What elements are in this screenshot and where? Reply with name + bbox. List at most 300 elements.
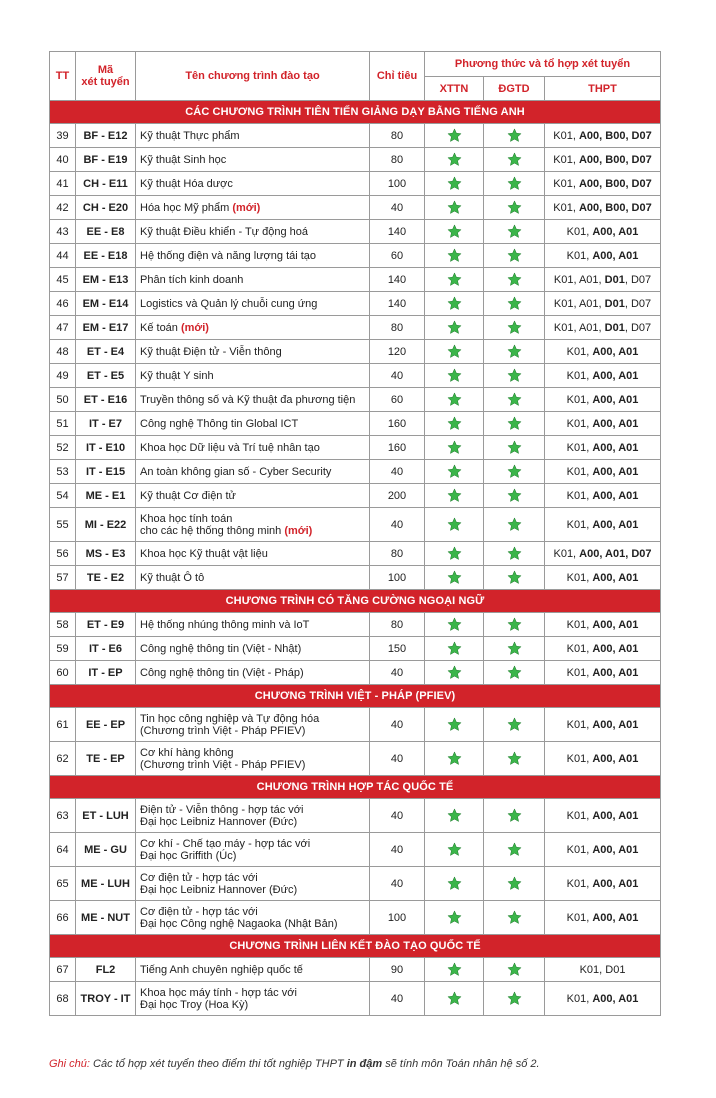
thpt-combination: A00, A01 bbox=[592, 618, 639, 631]
table-row bbox=[50, 196, 661, 220]
green-star-icon bbox=[447, 517, 462, 532]
program-code: ET - LUH bbox=[76, 799, 136, 833]
section-header-row bbox=[50, 685, 661, 708]
xttn-cell bbox=[425, 220, 484, 244]
header-dgtd: ĐGTD bbox=[484, 77, 545, 101]
table-row bbox=[50, 316, 661, 340]
green-star-icon bbox=[507, 517, 522, 532]
green-star-icon bbox=[447, 344, 462, 359]
xttn-cell bbox=[425, 661, 484, 685]
dgtd-cell bbox=[484, 316, 545, 340]
green-star-icon bbox=[447, 617, 462, 632]
xttn-cell bbox=[425, 316, 484, 340]
dgtd-cell bbox=[484, 292, 545, 316]
quota: 40 bbox=[370, 742, 425, 776]
quota: 100 bbox=[370, 172, 425, 196]
thpt-combination: A00, A01 bbox=[592, 225, 639, 238]
program-code: IT - E7 bbox=[76, 412, 136, 436]
thpt-combination: A00, A01 bbox=[592, 911, 639, 924]
xttn-cell bbox=[425, 508, 484, 542]
thpt-cell bbox=[545, 613, 661, 637]
quota: 150 bbox=[370, 637, 425, 661]
xttn-cell bbox=[425, 388, 484, 412]
section-title: CHƯƠNG TRÌNH CÓ TĂNG CƯỜNG NGOẠI NGỮ bbox=[50, 590, 661, 613]
program-code: ME - LUH bbox=[76, 867, 136, 901]
quota: 120 bbox=[370, 340, 425, 364]
green-star-icon bbox=[447, 842, 462, 857]
thpt-combination: A00, A01 bbox=[592, 249, 639, 262]
table-row bbox=[50, 436, 661, 460]
program-name-cell bbox=[136, 637, 370, 661]
row-number: 40 bbox=[50, 148, 76, 172]
thpt-cell bbox=[545, 982, 661, 1016]
quota: 160 bbox=[370, 436, 425, 460]
row-number: 66 bbox=[50, 901, 76, 935]
program-code: TE - EP bbox=[76, 742, 136, 776]
green-star-icon bbox=[447, 224, 462, 239]
thpt-combination: A00, A01 bbox=[592, 417, 639, 430]
row-number: 67 bbox=[50, 958, 76, 982]
xttn-cell bbox=[425, 637, 484, 661]
quota: 140 bbox=[370, 292, 425, 316]
green-star-icon bbox=[507, 808, 522, 823]
xttn-cell bbox=[425, 436, 484, 460]
thpt-combination: A00, A01 bbox=[592, 992, 639, 1005]
footnote-text: Các tổ hợp xét tuyển theo điểm thi tốt nghiệp THPT bbox=[93, 1058, 344, 1070]
green-star-icon bbox=[447, 248, 462, 263]
thpt-cell bbox=[545, 708, 661, 742]
green-star-icon bbox=[447, 272, 462, 287]
green-star-icon bbox=[447, 440, 462, 455]
program-name: Hóa học Mỹ phẩm bbox=[140, 201, 230, 214]
xttn-cell bbox=[425, 982, 484, 1016]
program-code: EM - E14 bbox=[76, 292, 136, 316]
thpt-cell bbox=[545, 316, 661, 340]
table-row bbox=[50, 982, 661, 1016]
thpt-combination: D01 bbox=[604, 297, 625, 310]
footnote-label: Ghi chú: bbox=[49, 1058, 90, 1070]
row-number: 51 bbox=[50, 412, 76, 436]
thpt-combination: K01, bbox=[566, 718, 593, 731]
green-star-icon bbox=[447, 296, 462, 311]
thpt-cell bbox=[545, 364, 661, 388]
quota: 80 bbox=[370, 613, 425, 637]
row-number: 48 bbox=[50, 340, 76, 364]
quota: 80 bbox=[370, 316, 425, 340]
quota: 90 bbox=[370, 958, 425, 982]
quota: 140 bbox=[370, 220, 425, 244]
xttn-cell bbox=[425, 484, 484, 508]
section-title: CHƯƠNG TRÌNH HỢP TÁC QUỐC TẾ bbox=[50, 776, 661, 799]
program-name: Kỹ thuật Sinh học bbox=[140, 153, 227, 166]
green-star-icon bbox=[507, 876, 522, 891]
program-name-cell bbox=[136, 220, 370, 244]
program-name-line2: (Chương trình Việt - Pháp PFIEV) bbox=[140, 724, 306, 737]
xttn-cell bbox=[425, 148, 484, 172]
thpt-combination: K01, bbox=[553, 547, 580, 560]
thpt-combination: A00, A01 bbox=[592, 642, 639, 655]
program-name: Điện tử - Viễn thông - hợp tác với bbox=[140, 803, 304, 816]
program-name: Khoa học máy tính - hợp tác với bbox=[140, 986, 297, 999]
thpt-combination: A00, A01 bbox=[592, 666, 639, 679]
green-star-icon bbox=[507, 368, 522, 383]
thpt-combination: K01, bbox=[566, 489, 593, 502]
program-name-cell bbox=[136, 742, 370, 776]
green-star-icon bbox=[447, 808, 462, 823]
dgtd-cell bbox=[484, 244, 545, 268]
thpt-combination: K01, bbox=[553, 177, 579, 190]
dgtd-cell bbox=[484, 220, 545, 244]
green-star-icon bbox=[507, 991, 522, 1006]
thpt-cell bbox=[545, 661, 661, 685]
program-name-cell bbox=[136, 412, 370, 436]
dgtd-cell bbox=[484, 196, 545, 220]
row-number: 57 bbox=[50, 566, 76, 590]
thpt-combination: K01, bbox=[566, 393, 593, 406]
table-row bbox=[50, 833, 661, 867]
dgtd-cell bbox=[484, 958, 545, 982]
dgtd-cell bbox=[484, 124, 545, 148]
thpt-cell bbox=[545, 542, 661, 566]
xttn-cell bbox=[425, 412, 484, 436]
thpt-combination: A00, A01 bbox=[592, 877, 639, 890]
green-star-icon bbox=[447, 641, 462, 656]
thpt-cell bbox=[545, 867, 661, 901]
row-number: 46 bbox=[50, 292, 76, 316]
header-ten: Tên chương trình đào tạo bbox=[136, 52, 370, 101]
thpt-combination: A00, B00, D07 bbox=[578, 177, 652, 190]
thpt-combination: K01, bbox=[566, 618, 593, 631]
thpt-combination: K01, bbox=[553, 201, 579, 214]
dgtd-cell bbox=[484, 388, 545, 412]
green-star-icon bbox=[507, 128, 522, 143]
quota: 40 bbox=[370, 460, 425, 484]
program-name: Kỹ thuật Điều khiển - Tự động hoá bbox=[140, 225, 308, 238]
program-name: An toàn không gian số - Cyber Security bbox=[140, 465, 332, 478]
table-row bbox=[50, 340, 661, 364]
thpt-combination: , D07 bbox=[624, 297, 652, 310]
row-number: 52 bbox=[50, 436, 76, 460]
green-star-icon bbox=[507, 296, 522, 311]
table-row bbox=[50, 661, 661, 685]
row-number: 63 bbox=[50, 799, 76, 833]
green-star-icon bbox=[447, 176, 462, 191]
table-row bbox=[50, 172, 661, 196]
green-star-icon bbox=[507, 665, 522, 680]
program-code: IT - E15 bbox=[76, 460, 136, 484]
program-code: MI - E22 bbox=[76, 508, 136, 542]
thpt-combination: K01, bbox=[566, 441, 593, 454]
thpt-cell bbox=[545, 637, 661, 661]
program-name-cell bbox=[136, 244, 370, 268]
dgtd-cell bbox=[484, 148, 545, 172]
table-row bbox=[50, 148, 661, 172]
quota: 40 bbox=[370, 867, 425, 901]
program-code: FL2 bbox=[76, 958, 136, 982]
thpt-combination: K01, bbox=[553, 153, 579, 166]
program-name-cell bbox=[136, 542, 370, 566]
green-star-icon bbox=[447, 200, 462, 215]
program-name: Truyền thông số và Kỹ thuật đa phương tiện bbox=[140, 393, 356, 406]
header-chitieu: Chỉ tiêu bbox=[370, 52, 425, 101]
thpt-combination: A00, A01 bbox=[592, 843, 639, 856]
row-number: 44 bbox=[50, 244, 76, 268]
thpt-combination: A00, A01 bbox=[592, 489, 639, 502]
thpt-combination: K01, bbox=[566, 345, 593, 358]
table-row bbox=[50, 958, 661, 982]
program-name: Công nghệ thông tin (Việt - Pháp) bbox=[140, 666, 304, 679]
section-title: CÁC CHƯƠNG TRÌNH TIÊN TIẾN GIẢNG DẠY BẰNG TIẾNG ANH bbox=[50, 101, 661, 124]
program-name-cell bbox=[136, 661, 370, 685]
quota: 40 bbox=[370, 982, 425, 1016]
xttn-cell bbox=[425, 124, 484, 148]
xttn-cell bbox=[425, 460, 484, 484]
table-row bbox=[50, 244, 661, 268]
quota: 200 bbox=[370, 484, 425, 508]
row-number: 50 bbox=[50, 388, 76, 412]
quota: 160 bbox=[370, 412, 425, 436]
program-name-cell bbox=[136, 148, 370, 172]
row-number: 59 bbox=[50, 637, 76, 661]
dgtd-cell bbox=[484, 268, 545, 292]
thpt-combination: A00, A01 bbox=[592, 571, 639, 584]
green-star-icon bbox=[507, 910, 522, 925]
program-code: ME - NUT bbox=[76, 901, 136, 935]
program-name-cell bbox=[136, 958, 370, 982]
thpt-combination: A00, A01 bbox=[592, 393, 639, 406]
thpt-combination: K01, bbox=[566, 992, 593, 1005]
program-code: CH - E20 bbox=[76, 196, 136, 220]
thpt-cell bbox=[545, 292, 661, 316]
dgtd-cell bbox=[484, 833, 545, 867]
row-number: 43 bbox=[50, 220, 76, 244]
thpt-cell bbox=[545, 508, 661, 542]
program-name-cell bbox=[136, 901, 370, 935]
program-name: Tin học công nghiệp và Tự động hóa bbox=[140, 712, 320, 725]
table-row bbox=[50, 901, 661, 935]
program-name: Cơ khí - Chế tạo máy - hợp tác với bbox=[140, 837, 311, 850]
quota: 40 bbox=[370, 661, 425, 685]
thpt-cell bbox=[545, 460, 661, 484]
row-number: 45 bbox=[50, 268, 76, 292]
green-star-icon bbox=[447, 546, 462, 561]
thpt-combination: K01, bbox=[566, 249, 593, 262]
table-row bbox=[50, 708, 661, 742]
header-xttn: XTTN bbox=[425, 77, 484, 101]
program-name: Hệ thống nhúng thông minh và IoT bbox=[140, 618, 310, 631]
green-star-icon bbox=[507, 488, 522, 503]
program-name-cell bbox=[136, 867, 370, 901]
dgtd-cell bbox=[484, 542, 545, 566]
thpt-combination: A00, A01 bbox=[592, 465, 639, 478]
quota: 60 bbox=[370, 388, 425, 412]
green-star-icon bbox=[447, 488, 462, 503]
thpt-combination: K01, A01, bbox=[553, 297, 605, 310]
section-title: CHƯƠNG TRÌNH VIỆT - PHÁP (PFIEV) bbox=[50, 685, 661, 708]
row-number: 42 bbox=[50, 196, 76, 220]
thpt-combination: K01, bbox=[553, 129, 579, 142]
row-number: 49 bbox=[50, 364, 76, 388]
program-name-cell bbox=[136, 799, 370, 833]
quota: 40 bbox=[370, 196, 425, 220]
program-name: Phân tích kinh doanh bbox=[140, 273, 244, 286]
program-name-cell bbox=[136, 196, 370, 220]
program-code: IT - E10 bbox=[76, 436, 136, 460]
program-code: EM - E13 bbox=[76, 268, 136, 292]
table-row bbox=[50, 566, 661, 590]
row-number: 56 bbox=[50, 542, 76, 566]
thpt-combination: K01, bbox=[566, 809, 593, 822]
thpt-combination: K01, bbox=[566, 752, 593, 765]
table-row bbox=[50, 124, 661, 148]
thpt-combination: A00, B00, D07 bbox=[578, 153, 652, 166]
green-star-icon bbox=[447, 876, 462, 891]
program-name-cell bbox=[136, 833, 370, 867]
xttn-cell bbox=[425, 364, 484, 388]
thpt-combination: A00, A01 bbox=[592, 518, 639, 531]
table-row bbox=[50, 220, 661, 244]
thpt-combination: , D07 bbox=[624, 273, 652, 286]
row-number: 53 bbox=[50, 460, 76, 484]
dgtd-cell bbox=[484, 566, 545, 590]
green-star-icon bbox=[447, 962, 462, 977]
quota: 40 bbox=[370, 799, 425, 833]
green-star-icon bbox=[507, 272, 522, 287]
dgtd-cell bbox=[484, 637, 545, 661]
xttn-cell bbox=[425, 172, 484, 196]
dgtd-cell bbox=[484, 708, 545, 742]
thpt-combination: K01, bbox=[566, 417, 593, 430]
green-star-icon bbox=[507, 570, 522, 585]
program-name: Khoa học tính toán bbox=[140, 512, 233, 525]
xttn-cell bbox=[425, 799, 484, 833]
table-row bbox=[50, 613, 661, 637]
green-star-icon bbox=[447, 570, 462, 585]
dgtd-cell bbox=[484, 172, 545, 196]
program-name-line2: cho các hệ thống thông minh bbox=[140, 524, 282, 537]
green-star-icon bbox=[447, 416, 462, 431]
quota: 40 bbox=[370, 508, 425, 542]
thpt-cell bbox=[545, 244, 661, 268]
program-name-cell bbox=[136, 124, 370, 148]
program-code: BF - E19 bbox=[76, 148, 136, 172]
thpt-combination: K01, bbox=[566, 369, 593, 382]
program-name: Cơ điện tử - hợp tác với bbox=[140, 905, 258, 918]
table-row bbox=[50, 268, 661, 292]
green-star-icon bbox=[447, 392, 462, 407]
program-code: ET - E5 bbox=[76, 364, 136, 388]
xttn-cell bbox=[425, 833, 484, 867]
program-name-line2: Đại học Leibniz Hannover (Đức) bbox=[140, 815, 298, 828]
program-code: IT - E6 bbox=[76, 637, 136, 661]
program-name: Tiếng Anh chuyên nghiệp quốc tế bbox=[140, 963, 303, 976]
row-number: 41 bbox=[50, 172, 76, 196]
dgtd-cell bbox=[484, 613, 545, 637]
dgtd-cell bbox=[484, 661, 545, 685]
xttn-cell bbox=[425, 340, 484, 364]
xttn-cell bbox=[425, 268, 484, 292]
green-star-icon bbox=[507, 751, 522, 766]
quota: 60 bbox=[370, 244, 425, 268]
table-row bbox=[50, 364, 661, 388]
green-star-icon bbox=[447, 751, 462, 766]
thpt-cell bbox=[545, 388, 661, 412]
row-number: 60 bbox=[50, 661, 76, 685]
program-name: Kỹ thuật Điện tử - Viễn thông bbox=[140, 345, 282, 358]
thpt-combination: K01, bbox=[566, 642, 593, 655]
quota: 100 bbox=[370, 566, 425, 590]
table-row bbox=[50, 388, 661, 412]
thpt-cell bbox=[545, 436, 661, 460]
row-number: 68 bbox=[50, 982, 76, 1016]
green-star-icon bbox=[507, 842, 522, 857]
row-number: 39 bbox=[50, 124, 76, 148]
new-badge: (mới) bbox=[284, 524, 313, 537]
row-number: 54 bbox=[50, 484, 76, 508]
program-code: TROY - IT bbox=[76, 982, 136, 1016]
thpt-cell bbox=[545, 566, 661, 590]
quota: 40 bbox=[370, 364, 425, 388]
program-name-line2: Đại học Leibniz Hannover (Đức) bbox=[140, 883, 298, 896]
program-name-cell bbox=[136, 340, 370, 364]
thpt-cell bbox=[545, 124, 661, 148]
green-star-icon bbox=[507, 152, 522, 167]
green-star-icon bbox=[507, 962, 522, 977]
thpt-cell bbox=[545, 799, 661, 833]
table-row bbox=[50, 508, 661, 542]
program-code: ET - E9 bbox=[76, 613, 136, 637]
thpt-cell bbox=[545, 268, 661, 292]
thpt-combination: A00, A01 bbox=[592, 369, 639, 382]
program-name-line2: Đại học Công nghệ Nagaoka (Nhật Bản) bbox=[140, 917, 338, 930]
program-code: ME - E1 bbox=[76, 484, 136, 508]
thpt-combination: A00, A01 bbox=[592, 441, 639, 454]
xttn-cell bbox=[425, 742, 484, 776]
row-number: 58 bbox=[50, 613, 76, 637]
thpt-combination: K01, A01, bbox=[553, 273, 605, 286]
program-name: Công nghệ Thông tin Global ICT bbox=[140, 417, 299, 430]
green-star-icon bbox=[447, 717, 462, 732]
green-star-icon bbox=[507, 248, 522, 263]
table-row bbox=[50, 637, 661, 661]
quota: 80 bbox=[370, 124, 425, 148]
section-header-row bbox=[50, 101, 661, 124]
program-code: EM - E17 bbox=[76, 316, 136, 340]
xttn-cell bbox=[425, 292, 484, 316]
program-code: MS - E3 bbox=[76, 542, 136, 566]
header-ma-line2: xét tuyển bbox=[81, 76, 130, 88]
program-name-cell bbox=[136, 460, 370, 484]
program-name: Khoa học Kỹ thuật vật liệu bbox=[140, 547, 268, 560]
thpt-cell bbox=[545, 901, 661, 935]
green-star-icon bbox=[447, 320, 462, 335]
green-star-icon bbox=[447, 152, 462, 167]
program-code: CH - E11 bbox=[76, 172, 136, 196]
program-name: Kỹ thuật Ô tô bbox=[140, 571, 205, 584]
thpt-combination: A00, B00, D07 bbox=[578, 201, 652, 214]
xttn-cell bbox=[425, 901, 484, 935]
program-code: ET - E16 bbox=[76, 388, 136, 412]
thpt-combination: K01, A01, bbox=[553, 321, 605, 334]
quota: 40 bbox=[370, 833, 425, 867]
program-code: IT - EP bbox=[76, 661, 136, 685]
quota: 80 bbox=[370, 542, 425, 566]
quota: 140 bbox=[370, 268, 425, 292]
dgtd-cell bbox=[484, 867, 545, 901]
program-name: Cơ khí hàng không bbox=[140, 746, 234, 759]
program-name: Kế toán bbox=[140, 321, 178, 334]
program-name: Công nghệ thông tin (Việt - Nhật) bbox=[140, 642, 302, 655]
